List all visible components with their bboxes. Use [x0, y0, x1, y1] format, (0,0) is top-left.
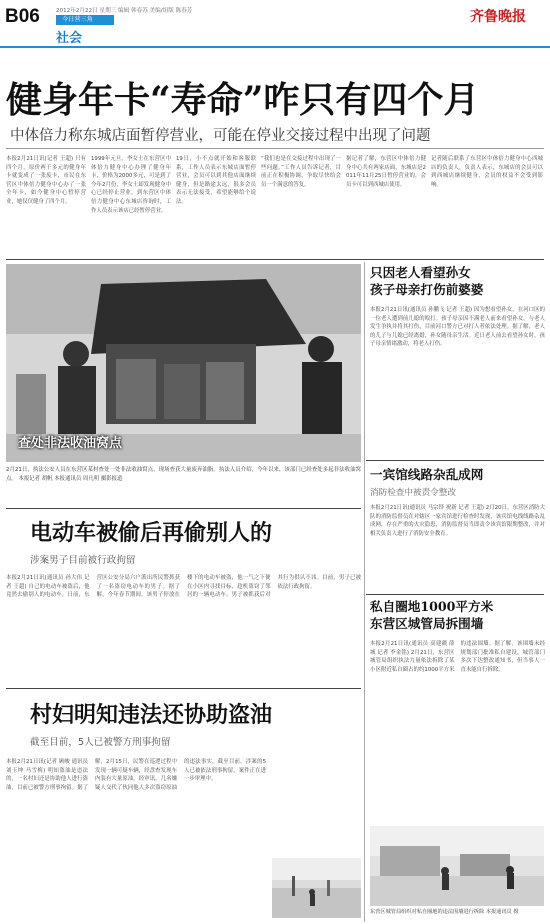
story6-headline: 村妇明知违法还协助盗油: [30, 702, 273, 728]
section-label: 社会: [56, 31, 83, 46]
story2-bottom-rule: [366, 460, 544, 461]
page-code: B06: [5, 6, 40, 27]
story1-column-5: [346, 155, 426, 258]
story2-body: [370, 306, 545, 456]
story4-body: [6, 574, 361, 686]
story6-body-text: 本报2月21日讯(记者 顾峻 通讯员 刘玉坤 马雪梅) 明知盗油是违法的，一名村妇还是协助他人进行盗油，目前已被警方刑事拘留。据了解，2月15日，民警在巡逻过程中发现一辆可疑车辆，经盘查发现车内装有大量原油。经审讯，几名嫌疑人交代了伙同他人多次盗窃原油的违法事实。截至目前，涉案的5人已被依法刑事拘留，案件正在进一步审理中。: [6, 759, 266, 791]
photo-wall-demolition-caption: 东营区城管局组织对私自圈地的违法围墙进行拆除 本报通讯员 摄: [370, 909, 519, 915]
story4-body-text: 本报2月21日讯(通讯员 孙大伟 记者 王超) 自己的电动车被盗后，他竟然去偷别人的电动车。日前，东营区公安分局六户派出所民警抓获了一名盗窃电动车的男子。据了解，今年春节期间，该男子停放在楼下的电动车被盗，他一气之下便在小区内寻找目标，趁机盗窃了邻居的一辆电动车。男子被抓获后对其行为供认不讳。目前，男子已被依法行政拘留。: [6, 575, 361, 599]
story3-subhead: 消防检查中被责令整改: [370, 488, 456, 498]
story1-subhead-rule: [6, 148, 544, 149]
story1-headline: 健身年卡“寿命”咋只有四个月: [6, 79, 480, 121]
story4-headline: 电动车被偷后再偷别人的: [30, 520, 273, 546]
story1-column-6: [431, 155, 543, 258]
story1-text-5: 据记者了解，东营区中体倍力健身中心共有两家店面，东城店是2011年11月25日暂停营业的，会员卡可以到西城店使用。: [346, 156, 426, 188]
section-sub-label: 今日营三角: [62, 16, 93, 23]
story3-body-text: 本报2月21日讯(通讯员 马宗铎 祝新 记者 王超) 2月20日，东营区消防大队的消防监督员在对辖区一家宾馆进行检查时发现，该宾馆电线线路杂乱成网，存在严重的火灾隐患，消防监督员当即责令该宾馆限期整改，并对相关负责人进行了消防安全教育。: [370, 505, 545, 537]
story3-headline: 一宾馆线路杂乱成网: [370, 467, 484, 482]
photo-oil-raid: [6, 264, 361, 462]
story6-body: [6, 758, 266, 918]
story5-headline-line-1: 私自圈地1000平方米: [370, 599, 494, 614]
story2-body-text: 本报2月21日讯(通讯员 孙鹏飞 记者 王超) 因为想看望孙女，在河口区的一位老人遭到前儿媳的殴打。孩子母亲因不满老人前来看望孙女，与老人发生争执并将其打伤，目前河口警方已对打人者依法处理。据了解，老人的儿子与儿媳已经离婚，孙女随母亲生活。近日老人前去看望孙女时，孩子母亲情绪激动，将老人打伤。: [370, 307, 545, 348]
story5-body: [370, 640, 545, 818]
photo-oil-raid-caption: [6, 466, 361, 502]
story5-headline-line-2: 东营区城管局拆围墙: [370, 616, 484, 631]
meta-line: 2012年2月22日 星期三 编辑 韩春苏 美编/组版 陈春芳: [56, 8, 193, 14]
story1-text-3: 19日，小不点就开始和客服联系，工作人员表示东城店面暂停营业，会员可以到其他店面继续健身，但是路途太远，很多会员表示无法接受，希望能够给个说法。: [176, 156, 256, 205]
story2-headline-line-1: 只因老人看望孙女: [370, 265, 471, 280]
story1-text-1: 本报2月21日讯(记者 王超) 只有四个月，原价两千多元的健身年卡就变成了一张废卡，市民在东营区中体倍力健身中心办了一张全年卡，如今健身中心暂停营业，她仅仅健身了四个月。: [6, 156, 86, 205]
photo-wall-demolition: [370, 826, 544, 906]
story1-column-4: [261, 155, 341, 258]
story1-column-3: [176, 155, 256, 258]
header-divider: [0, 46, 550, 48]
story4-subhead: 涉案男子目前被行政拘留: [30, 555, 136, 566]
section-tab: [56, 15, 114, 25]
newspaper-logo: 齐鲁晚报: [470, 9, 526, 25]
story1-subhead: 中体倍力称东城店面暂停营业，可能在停业交接过程中出现了问题: [10, 128, 431, 144]
story2-headline: [370, 264, 545, 298]
photo-oil-raid-overlay: 查处非法收油窝点: [18, 436, 123, 451]
story5-headline: [370, 598, 545, 632]
story1-column-2: [91, 155, 171, 258]
story5-body-text: 本报2月21日讯(通讯员 高建疆 薛城 记者 李金铭) 2月21日，东营区城管局组织执法力量依法拆除了某小区附近私自圈占的约1000平方米的违法围墙。据了解，该围墙未经规划部门批准私自建设，城管部门多次下达整改通知书，但当事人一直未能自行拆除。: [370, 641, 545, 673]
story1-bottom-rule: [6, 259, 544, 260]
photo-oil-raid-caption-text: 2月21日，执法公安人员在东营区某村查处一处非法收油窝点，现场查获大量废弃油脂。执法人员介绍，今年以来，该部门已经查处多起非法收油窝点。 本报记者 胡帆 本报通讯员 周凡明 摄影报道: [6, 467, 361, 482]
photo-wall-demolition-image: [370, 826, 544, 906]
story1-text-6: 记者随后联系了东营区中体倍力健身中心西城店的负责人，负责人表示，东城店的会员可以到西城店继续健身，会员的权益不会受到影响。: [431, 156, 543, 188]
story4-bottom-rule: [6, 688, 361, 689]
vertical-divider: [364, 262, 365, 922]
story3-bottom-rule: [366, 594, 544, 595]
story1-text-4: “我们也是在交接过程中出现了一些问题。”工作人员告诉记者，目前正在积极协调，争取尽快给会员一个满意的答复。: [261, 156, 341, 188]
story3-body: [370, 504, 545, 592]
page-header: [0, 0, 550, 48]
story1-column-1: [6, 155, 86, 258]
story4-top-rule: [6, 508, 361, 509]
story6-subhead: 截至目前，5人已被警方刑事拘留: [30, 737, 171, 748]
photo-oil-field-image: [272, 858, 361, 918]
photo-oil-field: [272, 858, 361, 918]
story2-headline-line-2: 孩子母亲打伤前婆婆: [370, 282, 484, 297]
story1-text-2: 1999年元旦，李女士在东营区中体倍力健身中心办理了健身年卡，价格为2000多元，可是到了今年2月份，李女士却发现健身中心已经停止营业，到东营区中体倍力健身中心东城店咨询时，工作人员表示该店已经暂停营业。: [91, 156, 171, 214]
